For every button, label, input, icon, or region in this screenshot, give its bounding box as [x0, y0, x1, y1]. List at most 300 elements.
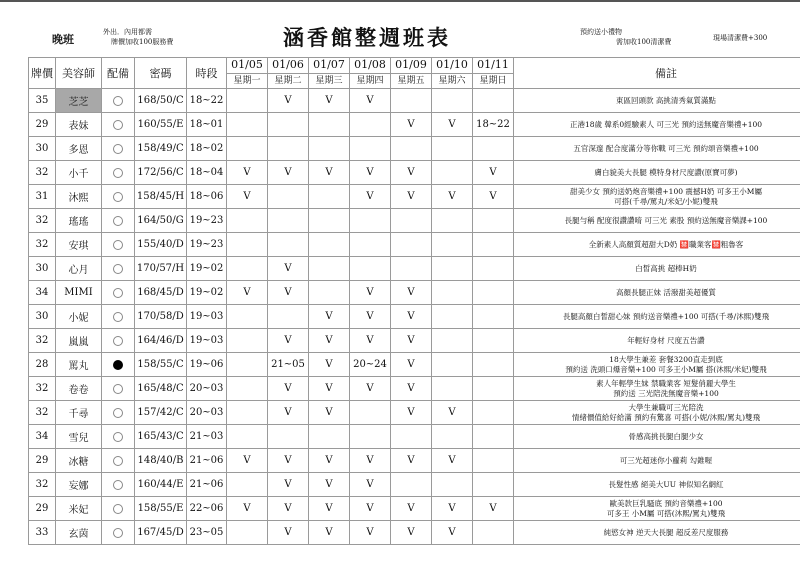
equip-cell [102, 521, 135, 545]
filled-circle-icon [113, 360, 123, 370]
day-cell [227, 137, 268, 161]
time-slot-cell: 19~23 [187, 233, 227, 257]
equip-cell [102, 425, 135, 449]
equip-cell [102, 401, 135, 425]
note-line: 純慾女神 逆天大長腿 超反差尺度服務 [603, 527, 729, 537]
time-slot-cell: 21~06 [187, 449, 227, 473]
day-cell [432, 305, 473, 329]
therapist-name: 千尋 [56, 401, 102, 425]
day-cell: V [309, 377, 350, 401]
day-cell [268, 209, 309, 233]
day-cell: V [350, 377, 391, 401]
day-cell: V [268, 521, 309, 545]
notes-cell [514, 185, 800, 209]
table-row [29, 233, 800, 257]
day-cell: V [227, 449, 268, 473]
table-row [29, 209, 800, 233]
equip-cell [102, 281, 135, 305]
therapist-name: 冰糖 [56, 449, 102, 473]
col-header-time: 時段 [187, 58, 227, 89]
day-cell [432, 329, 473, 353]
day-cell [473, 305, 514, 329]
empty-circle-icon [113, 144, 123, 154]
note-line: 可三光超迷你小蘿莉 勾錐喔 [619, 455, 713, 465]
therapist-name: 小妮 [56, 305, 102, 329]
service-fee-note [103, 27, 173, 47]
note-line: 長腿勻稱 配度很讚讚唷 可三光 素股 預約送無魔音樂課+100 [564, 215, 768, 225]
equip-cell [102, 449, 135, 473]
equip-cell [102, 497, 135, 521]
time-slot-cell: 19~23 [187, 209, 227, 233]
notes-cell [514, 425, 800, 449]
day-cell [268, 233, 309, 257]
note-line: 可搭(千尋/罵丸/米妃/小妮)雙飛 [614, 196, 718, 206]
notes-cell [514, 329, 800, 353]
price-cell: 32 [29, 209, 56, 233]
day-cell [432, 473, 473, 497]
col-header-weekday: 星期日 [473, 73, 514, 89]
empty-circle-icon [113, 384, 123, 394]
day-cell: V [268, 497, 309, 521]
day-cell: V [391, 401, 432, 425]
time-slot-cell: 18~04 [187, 161, 227, 185]
day-cell: V [309, 449, 350, 473]
day-cell [350, 137, 391, 161]
therapist-name: 卷卷 [56, 377, 102, 401]
day-cell [268, 185, 309, 209]
table-header [29, 58, 800, 89]
note-line: 全新素人高顏質超甜大D奶 🈲職業客🈲粗魯客 [588, 239, 744, 249]
equip-cell [102, 161, 135, 185]
code-cell: 164/46/D [135, 329, 187, 353]
day-cell: V [268, 161, 309, 185]
day-cell [473, 329, 514, 353]
day-cell [473, 89, 514, 113]
code-cell: 158/49/C [135, 137, 187, 161]
day-cell [227, 353, 268, 377]
day-cell [391, 209, 432, 233]
code-cell: 164/50/G [135, 209, 187, 233]
note-line: 膚白貌美大長腿 模特身材尺度讚(原寶可夢) [594, 167, 738, 177]
time-slot-cell: 18~02 [187, 137, 227, 161]
equip-cell [102, 353, 135, 377]
empty-circle-icon [113, 240, 123, 250]
day-cell [432, 137, 473, 161]
notes-cell [514, 497, 800, 521]
time-slot-cell: 19~02 [187, 281, 227, 305]
col-header-notes: 備註 [514, 58, 800, 89]
day-cell [309, 113, 350, 137]
day-cell [473, 473, 514, 497]
empty-circle-icon [113, 312, 123, 322]
price-cell: 35 [29, 89, 56, 113]
note-line: 五官深邃 配合度滿分等你戰 可三光 預約頌音樂禮+100 [573, 143, 759, 153]
note-line: 18大學生兼差 套餐3200直走到底 [609, 354, 723, 364]
empty-circle-icon [113, 96, 123, 106]
day-cell: V [432, 521, 473, 545]
day-cell: V [268, 89, 309, 113]
empty-circle-icon [113, 504, 123, 514]
therapist-name: 妄娜 [56, 473, 102, 497]
therapist-name: 沐熙 [56, 185, 102, 209]
day-cell [227, 305, 268, 329]
day-cell: V [309, 305, 350, 329]
day-cell: V [473, 497, 514, 521]
day-cell: V [391, 329, 432, 353]
equip-cell [102, 209, 135, 233]
empty-circle-icon [113, 480, 123, 490]
table-row [29, 161, 800, 185]
day-cell [268, 137, 309, 161]
price-cell: 34 [29, 425, 56, 449]
day-cell: 20~24 [350, 353, 391, 377]
day-cell: V [350, 161, 391, 185]
day-cell: V [391, 305, 432, 329]
day-cell: V [473, 161, 514, 185]
note-line: 白皙高挑 超棒H奶 [635, 263, 697, 273]
notes-cell [514, 137, 800, 161]
code-cell: 157/42/C [135, 401, 187, 425]
price-cell: 31 [29, 185, 56, 209]
day-cell [350, 233, 391, 257]
note-line: 大學生兼職可三光陪洗 [628, 402, 704, 412]
table-row [29, 353, 800, 377]
day-cell [227, 233, 268, 257]
code-cell: 160/44/E [135, 473, 187, 497]
day-cell: V [391, 185, 432, 209]
time-slot-cell: 18~01 [187, 113, 227, 137]
notes-cell [514, 449, 800, 473]
day-cell [473, 137, 514, 161]
note-line: 長腿高顏白皙甜心妹 預約送音樂禮+100 可搭(千尋/沐熙)雙飛 [562, 311, 770, 321]
day-cell [473, 233, 514, 257]
day-cell [473, 281, 514, 305]
price-cell: 32 [29, 233, 56, 257]
note-line: 年輕好身材 尺度五告讚 [627, 335, 705, 345]
empty-circle-icon [113, 456, 123, 466]
note-line: 甜美少女 預約送奶炮音樂禮+100 震撼H奶 可多王小M屬 [570, 186, 762, 196]
col-header-weekday: 星期二 [268, 73, 309, 89]
col-header-weekday: 星期五 [391, 73, 432, 89]
time-slot-cell: 21~06 [187, 473, 227, 497]
day-cell: V [432, 497, 473, 521]
code-cell: 160/55/E [135, 113, 187, 137]
col-header-date: 01/11 [473, 58, 514, 74]
notes-cell [514, 209, 800, 233]
code-cell: 158/55/E [135, 497, 187, 521]
col-header-date: 01/08 [350, 58, 391, 74]
day-cell [309, 185, 350, 209]
price-cell: 32 [29, 473, 56, 497]
table-row [29, 521, 800, 545]
price-cell: 32 [29, 377, 56, 401]
day-cell [391, 473, 432, 497]
col-header-date: 01/07 [309, 58, 350, 74]
time-slot-cell: 20~03 [187, 377, 227, 401]
day-cell: V [350, 521, 391, 545]
col-header-weekday: 星期六 [432, 73, 473, 89]
day-cell: V [309, 89, 350, 113]
table-row [29, 401, 800, 425]
col-header-name: 美容師 [56, 58, 102, 89]
therapist-name: 表妹 [56, 113, 102, 137]
notes-cell [514, 521, 800, 545]
notes-cell [514, 305, 800, 329]
therapist-name: 嵐嵐 [56, 329, 102, 353]
table-row [29, 257, 800, 281]
day-cell [227, 521, 268, 545]
code-cell: 148/40/B [135, 449, 187, 473]
col-header-weekday: 星期一 [227, 73, 268, 89]
day-cell [350, 113, 391, 137]
col-header-code: 密碼 [135, 58, 187, 89]
empty-circle-icon [113, 336, 123, 346]
col-header-weekday: 星期三 [309, 73, 350, 89]
price-cell: 33 [29, 521, 56, 545]
note-line: 預約送 洗頭口爆音樂+100 可多王小M屬 搭(沐熙/米妃)雙飛 [565, 364, 767, 374]
day-cell: V [432, 449, 473, 473]
day-cell [473, 521, 514, 545]
empty-circle-icon [113, 192, 123, 202]
day-cell: V [350, 305, 391, 329]
therapist-name: 雪兒 [56, 425, 102, 449]
day-cell [432, 89, 473, 113]
day-cell: V [473, 185, 514, 209]
price-cell: 29 [29, 113, 56, 137]
table-row [29, 305, 800, 329]
notes-cell [514, 89, 800, 113]
table-row [29, 449, 800, 473]
day-cell [309, 425, 350, 449]
cleaning-fee-note: 現場清潔費+300 [713, 34, 768, 42]
day-cell [227, 257, 268, 281]
day-cell: V [432, 113, 473, 137]
time-slot-cell: 19~03 [187, 305, 227, 329]
table-row [29, 281, 800, 305]
day-cell: V [391, 497, 432, 521]
day-cell: V [309, 161, 350, 185]
notes-cell [514, 401, 800, 425]
gift-note-line2: 需加收100清潔費 [616, 38, 672, 46]
equip-cell [102, 89, 135, 113]
empty-circle-icon [113, 528, 123, 538]
day-cell: V [268, 377, 309, 401]
time-slot-cell: 23~05 [187, 521, 227, 545]
col-header-equip: 配備 [102, 58, 135, 89]
day-cell [473, 209, 514, 233]
day-cell: V [309, 329, 350, 353]
day-cell: V [391, 377, 432, 401]
price-cell: 30 [29, 137, 56, 161]
day-cell [432, 425, 473, 449]
day-cell: V [268, 281, 309, 305]
empty-circle-icon [113, 432, 123, 442]
code-cell: 170/58/D [135, 305, 187, 329]
price-cell: 32 [29, 161, 56, 185]
therapist-name: 小千 [56, 161, 102, 185]
empty-circle-icon [113, 168, 123, 178]
price-cell: 32 [29, 329, 56, 353]
day-cell [391, 257, 432, 281]
day-cell: 18~22 [473, 113, 514, 137]
equip-cell [102, 113, 135, 137]
page-title: 涵香館整週班表 [283, 25, 451, 50]
empty-circle-icon [113, 288, 123, 298]
equip-cell [102, 377, 135, 401]
notes-cell [514, 353, 800, 377]
day-cell [227, 209, 268, 233]
day-cell [432, 161, 473, 185]
table-row [29, 137, 800, 161]
day-cell: V [268, 329, 309, 353]
note-line: 素人年輕學生妹 禁職業客 短髮俏麗大學生 [596, 378, 736, 388]
code-cell: 158/45/H [135, 185, 187, 209]
top-border [0, 0, 800, 2]
note-line: 預約送 三光陪洗無魔音樂+100 [613, 388, 719, 398]
code-cell: 165/43/C [135, 425, 187, 449]
day-cell: V [432, 185, 473, 209]
day-cell: 21~05 [268, 353, 309, 377]
note-line: 東區回頭款 高挑清秀氣質滿點 [616, 95, 716, 105]
day-cell [473, 257, 514, 281]
code-cell: 165/48/C [135, 377, 187, 401]
day-cell: V [391, 521, 432, 545]
code-cell: 168/50/C [135, 89, 187, 113]
code-cell: 172/56/C [135, 161, 187, 185]
day-cell [227, 89, 268, 113]
note-line: 歐美款巨乳騷底 預約音樂禮+100 [609, 498, 723, 508]
day-cell: V [391, 281, 432, 305]
shift-label: 晚班 [52, 33, 74, 46]
day-cell: V [227, 185, 268, 209]
day-cell: V [309, 521, 350, 545]
day-cell: V [432, 401, 473, 425]
table-row [29, 425, 800, 449]
day-cell [473, 401, 514, 425]
day-cell [227, 473, 268, 497]
day-cell [227, 377, 268, 401]
note-line: 高顏長腿正妹 活潑甜美超優質 [616, 287, 716, 297]
equip-cell [102, 473, 135, 497]
day-cell [309, 233, 350, 257]
day-cell [391, 233, 432, 257]
day-cell: V [309, 353, 350, 377]
day-cell [268, 113, 309, 137]
equip-cell [102, 137, 135, 161]
price-cell: 30 [29, 257, 56, 281]
therapist-name: 米妃 [56, 497, 102, 521]
day-cell [473, 377, 514, 401]
time-slot-cell: 19~03 [187, 329, 227, 353]
table-row [29, 329, 800, 353]
therapist-name: 芝芝 [56, 89, 102, 113]
day-cell: V [350, 449, 391, 473]
day-cell [309, 209, 350, 233]
equip-cell [102, 329, 135, 353]
note-line: 長髮性感 絕美大UU 神似知名網紅 [608, 479, 724, 489]
therapist-name: 罵丸 [56, 353, 102, 377]
day-cell: V [350, 281, 391, 305]
day-cell: V [350, 497, 391, 521]
therapist-name: MIMI [56, 281, 102, 305]
equip-cell [102, 305, 135, 329]
gift-note [580, 27, 671, 47]
notes-cell [514, 161, 800, 185]
gift-note-line1: 預約送小禮物 [580, 28, 622, 36]
day-cell [350, 401, 391, 425]
therapist-name: 玄茵 [56, 521, 102, 545]
col-header-date: 01/10 [432, 58, 473, 74]
day-cell [391, 425, 432, 449]
col-header-date: 01/06 [268, 58, 309, 74]
day-cell [391, 137, 432, 161]
price-cell: 29 [29, 449, 56, 473]
day-cell: V [227, 497, 268, 521]
empty-circle-icon [113, 264, 123, 274]
day-cell: V [350, 185, 391, 209]
empty-circle-icon [113, 408, 123, 418]
note-line: 骨感高挑長腿白腿少女 [628, 431, 704, 441]
therapist-name: 多恩 [56, 137, 102, 161]
day-cell [350, 257, 391, 281]
day-cell: V [391, 113, 432, 137]
code-cell: 155/40/D [135, 233, 187, 257]
service-fee-note-line1: 外出．內用都需 [103, 28, 152, 36]
price-cell: 30 [29, 305, 56, 329]
table-row [29, 377, 800, 401]
day-cell: V [268, 401, 309, 425]
code-cell: 170/57/H [135, 257, 187, 281]
notes-cell [514, 257, 800, 281]
table-row [29, 89, 800, 113]
day-cell: V [391, 449, 432, 473]
day-cell [473, 353, 514, 377]
day-cell [432, 377, 473, 401]
day-cell [227, 113, 268, 137]
time-slot-cell: 18~06 [187, 185, 227, 209]
schedule-table [28, 57, 800, 545]
price-cell: 28 [29, 353, 56, 377]
empty-circle-icon [113, 216, 123, 226]
day-cell: V [309, 497, 350, 521]
day-cell [350, 209, 391, 233]
day-cell: V [227, 161, 268, 185]
time-slot-cell: 18~22 [187, 89, 227, 113]
notes-cell [514, 113, 800, 137]
day-cell [309, 137, 350, 161]
empty-circle-icon [113, 120, 123, 130]
therapist-name: 安琪 [56, 233, 102, 257]
day-cell [432, 233, 473, 257]
time-slot-cell: 20~03 [187, 401, 227, 425]
day-cell: V [350, 473, 391, 497]
col-header-price: 牌價 [29, 58, 56, 89]
day-cell [227, 329, 268, 353]
day-cell [268, 425, 309, 449]
day-cell: V [391, 161, 432, 185]
time-slot-cell: 22~06 [187, 497, 227, 521]
price-cell: 32 [29, 401, 56, 425]
day-cell [227, 401, 268, 425]
day-cell: V [268, 473, 309, 497]
notes-cell [514, 377, 800, 401]
notes-cell [514, 233, 800, 257]
day-cell: V [268, 257, 309, 281]
service-fee-note-line2: 牌價加收100服務費 [111, 38, 174, 46]
day-cell: V [268, 449, 309, 473]
day-cell: V [309, 401, 350, 425]
equip-cell [102, 185, 135, 209]
